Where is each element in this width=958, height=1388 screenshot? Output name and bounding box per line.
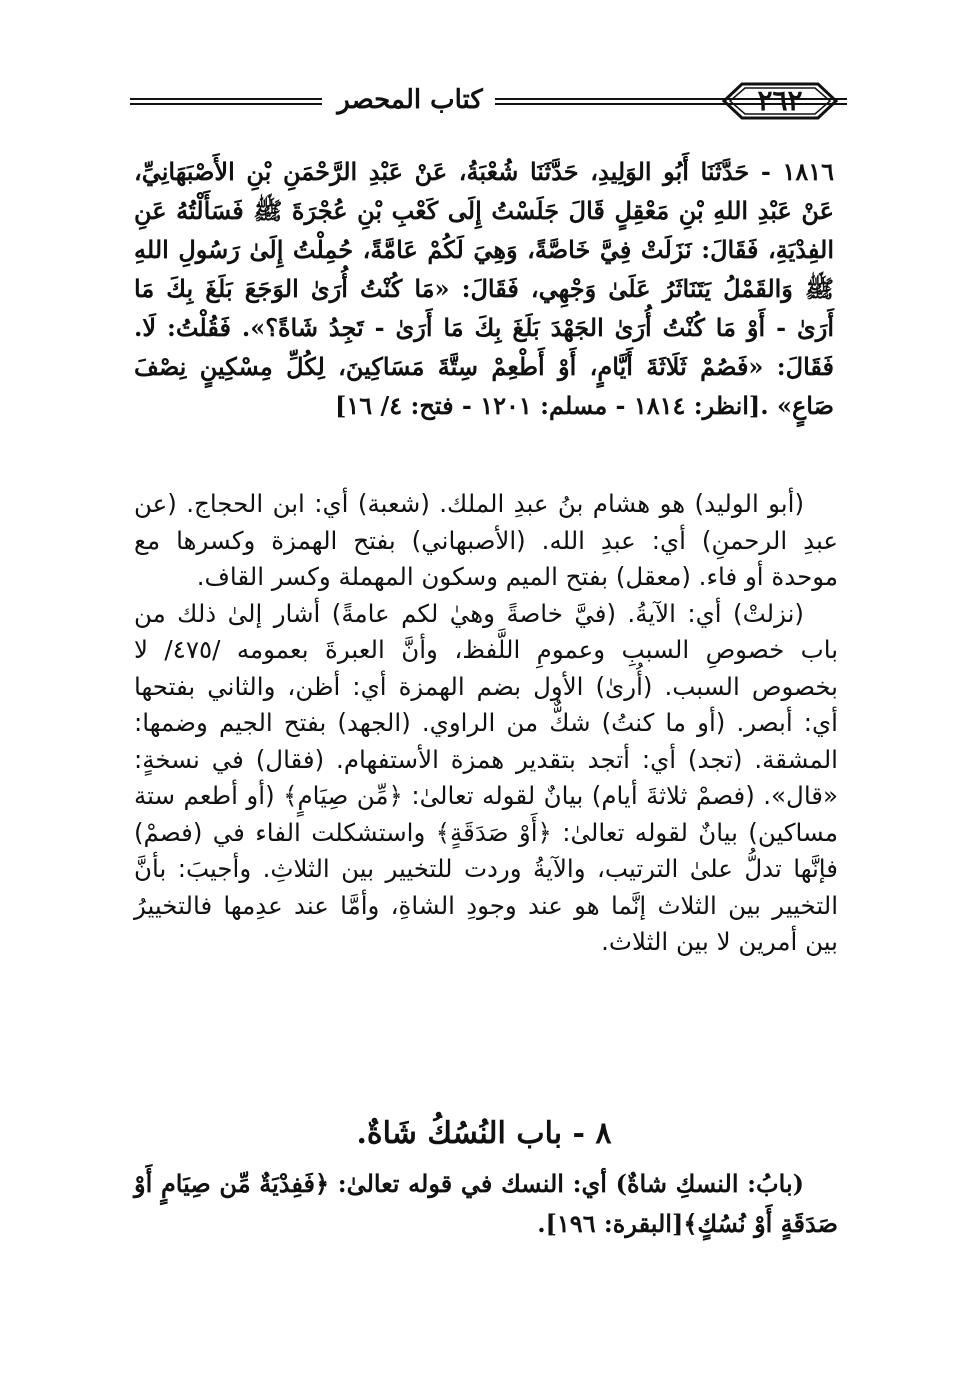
commentary-paragraph-2: (نزلتْ) أي: الآيةُ. (فيَّ خاصةً وهيٰ لكم عامةً) أشار إلىٰ ذلك من باب خصوصِ السببِ وعمومِ اللَّفظ، وأنَّ العبرةَ بعمومه /٤٧٥/ لا بخصوص السبب. (أُرىٰ) الأول بضم الهمزة أي: أظن، والثاني بفتحها أي: أبصر. (أو ما كنتُ) شكٌّ من الراوي. (الجهد) بفتح الجيم وضمها: المشقة. (تجد) أي: أتجد بتقدير همزة الأستفهام. (فقال) في نسخةٍ: «قال». (فصمْ ثلاثةَ أيام) بيانٌ لقوله تعالىٰ: ﴿مِّن صِيَامٍ﴾ (أو أطعم ستة مساكين) بيانٌ لقوله تعالىٰ: ﴿أَوْ صَدَقَةٍ﴾ واستشكلت الفاء في (فصمْ) فإنَّها تدلُّ علىٰ الترتيب، والآيةُ وردت للتخيير بين الثلاثِ. وأجيبَ: بأنَّ التخيير بين الثلاث إنَّما هو عند وجودِ الشاةِ، وأمَّا عند عدِمها فالتخييرُ بين أمرين لا بين الثلاث. (134, 598, 839, 956)
running-title: كتاب المحصر (337, 85, 483, 115)
chapter-body-block (134, 1164, 838, 1244)
hadith-text-block (134, 152, 834, 425)
chapter-heading: ٨ - باب النُسُكُ شَاةٌ. (356, 1116, 612, 1151)
commentary-paragraph-1: (أبو الوليد) هو هشام بنُ عبدِ الملك. (شعبة) أي: ابن الحجاج. (عن عبدِ الرحمنِ) أي: عبدِ الله. (الأصبهاني) بفتح الهمزة وكسرها مع موحدة أو فاء. (معقل) بفتح الميم وسكون المهملة وكسر القاف. (134, 489, 838, 591)
chapter-body-paragraph: (بابُ: النسكِ شاةٌ) أي: النسك في قوله تعالىٰ: ﴿فَفِدْيَةٌ مِّن صِيَامٍ أَوْ صَدَقَةٍ أَوْ نُسُكٍ﴾[البقرة: ١٩٦]. (134, 1169, 838, 1238)
commentary-block (134, 486, 838, 961)
page-number: ٢٦٢ (757, 84, 803, 117)
hadith-paragraph: ١٨١٦ - حَدَّثَنَا أَبُو الوَلِيدِ، حَدَّثَنَا شُعْبَةُ، عَنْ عَبْدِ الرَّحْمَنِ بْنِ الأَصْبَهَانِيِّ، عَنْ عَبْدِ اللهِ بْنِ مَعْقِلٍ قَالَ جَلَسْتُ إِلَى كَعْبِ بْنِ عُجْرَةَ ﷺ فَسَأَلْتُهُ عَنِ الفِدْيَةِ، فَقَالَ: نَزَلَتْ فِيَّ خَاصَّةً، وَهِيَ لَكُمْ عَامَّةً، حُمِلْتُ إِلَىٰ رَسُولِ اللهِ ﷺ وَالقَمْلُ يَتَنَاثَرُ عَلَىٰ وَجْهِي، فَقَالَ: «مَا كُنْتُ أُرَىٰ الوَجَعَ بَلَغَ بِكَ مَا أَرَىٰ - أَوْ مَا كُنْتُ أُرَىٰ الجَهْدَ بَلَغَ بِكَ مَا أَرَىٰ - تَجِدُ شَاةً؟». فَقُلْتُ: لَا. فَقَالَ: «فَصُمْ ثَلَاثَةَ أَيَّامٍ، أَوْ أَطْعِمْ سِتَّةَ مَسَاكِينَ، لِكُلِّ مِسْكِينٍ نِصْفَ صَاعٍ» .[انظر: ١٨١٤ - مسلم: ١٢٠١ - فتح: ٤/ ١٦] (134, 157, 834, 420)
page-header (130, 78, 842, 126)
page-number-ornament (720, 80, 840, 122)
header-rule-left (130, 98, 322, 105)
